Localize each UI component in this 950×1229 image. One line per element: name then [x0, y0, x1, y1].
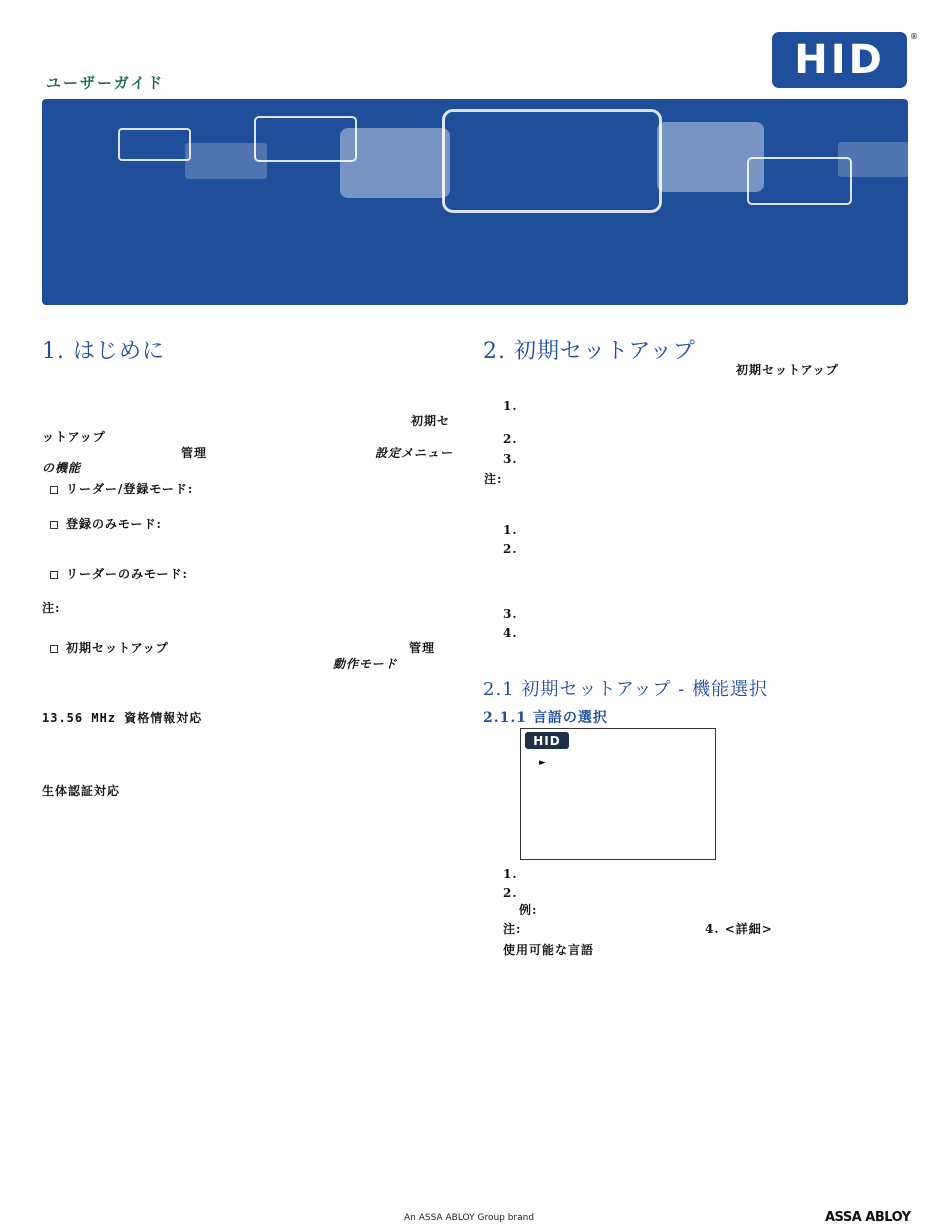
- note-label: 注:: [484, 472, 503, 486]
- text-fragment: の機能: [42, 461, 82, 475]
- biometric-support-label: 生体認証対応: [42, 784, 121, 798]
- step-number: 4.: [503, 626, 518, 640]
- banner-shape: [254, 116, 357, 162]
- bullet-icon: [50, 521, 58, 529]
- bullet-icon: [50, 486, 58, 494]
- text-fragment: 設定メニュー: [375, 446, 454, 460]
- section-1-title: 1. はじめに: [42, 339, 165, 364]
- text-fragment: 動作モード: [333, 657, 398, 671]
- section-2-1-title: 2.1 初期セットアップ - 機能選択: [483, 679, 769, 700]
- bullet-icon: [50, 645, 58, 653]
- step-number: 1.: [503, 523, 518, 537]
- assa-abloy-logo: ASSA ABLOY: [825, 1210, 911, 1225]
- text-fragment: 管理: [409, 641, 436, 655]
- bullet-reader-registration-mode: リーダー/登録モード:: [50, 480, 193, 497]
- note-label: 注:: [42, 601, 61, 615]
- step-number: 1.: [503, 867, 518, 881]
- bullet-reader-only-mode: リーダーのみモード:: [50, 565, 188, 582]
- step-number: 3.: [503, 452, 518, 466]
- cursor-arrow-icon: ►: [539, 758, 546, 768]
- text-fragment: 管理: [181, 446, 208, 460]
- detail-reference: 4. <詳細>: [705, 922, 773, 936]
- footer-brand-line: An ASSA ABLOY Group brand: [404, 1213, 535, 1223]
- text-fragment: ットアップ: [42, 430, 106, 444]
- banner-shape: [747, 157, 852, 205]
- section-2-1-1-title: 2.1.1 言語の選択: [483, 710, 608, 726]
- banner-shape: [118, 128, 191, 161]
- step-number: 2.: [503, 542, 518, 556]
- example-label: 例:: [519, 903, 538, 917]
- available-languages-label: 使用可能な言語: [503, 943, 595, 957]
- bullet-icon: [50, 571, 58, 579]
- step-number: 3.: [503, 607, 518, 621]
- step-number: 2.: [503, 886, 518, 900]
- section-2-title: 2. 初期セットアップ: [483, 339, 696, 364]
- note-label: 注:: [503, 922, 522, 936]
- bullet-registration-only-mode: 登録のみモード:: [50, 515, 162, 532]
- registered-mark: ®: [910, 32, 918, 41]
- device-hid-logo: HID: [525, 732, 569, 749]
- credential-support-label: 13.56 MHz 資格情報対応: [42, 711, 203, 725]
- header-banner: [42, 99, 908, 305]
- step-number: 2.: [503, 432, 518, 446]
- guide-label: ユーザーガイド: [46, 74, 165, 92]
- step-number: 1.: [503, 399, 518, 413]
- hid-logo: HID: [772, 32, 907, 88]
- banner-shape: [442, 109, 662, 213]
- text-fragment: 初期セ: [411, 414, 451, 428]
- text-fragment: 初期セットアップ: [736, 363, 839, 377]
- bullet-initial-setup: 初期セットアップ: [50, 639, 169, 656]
